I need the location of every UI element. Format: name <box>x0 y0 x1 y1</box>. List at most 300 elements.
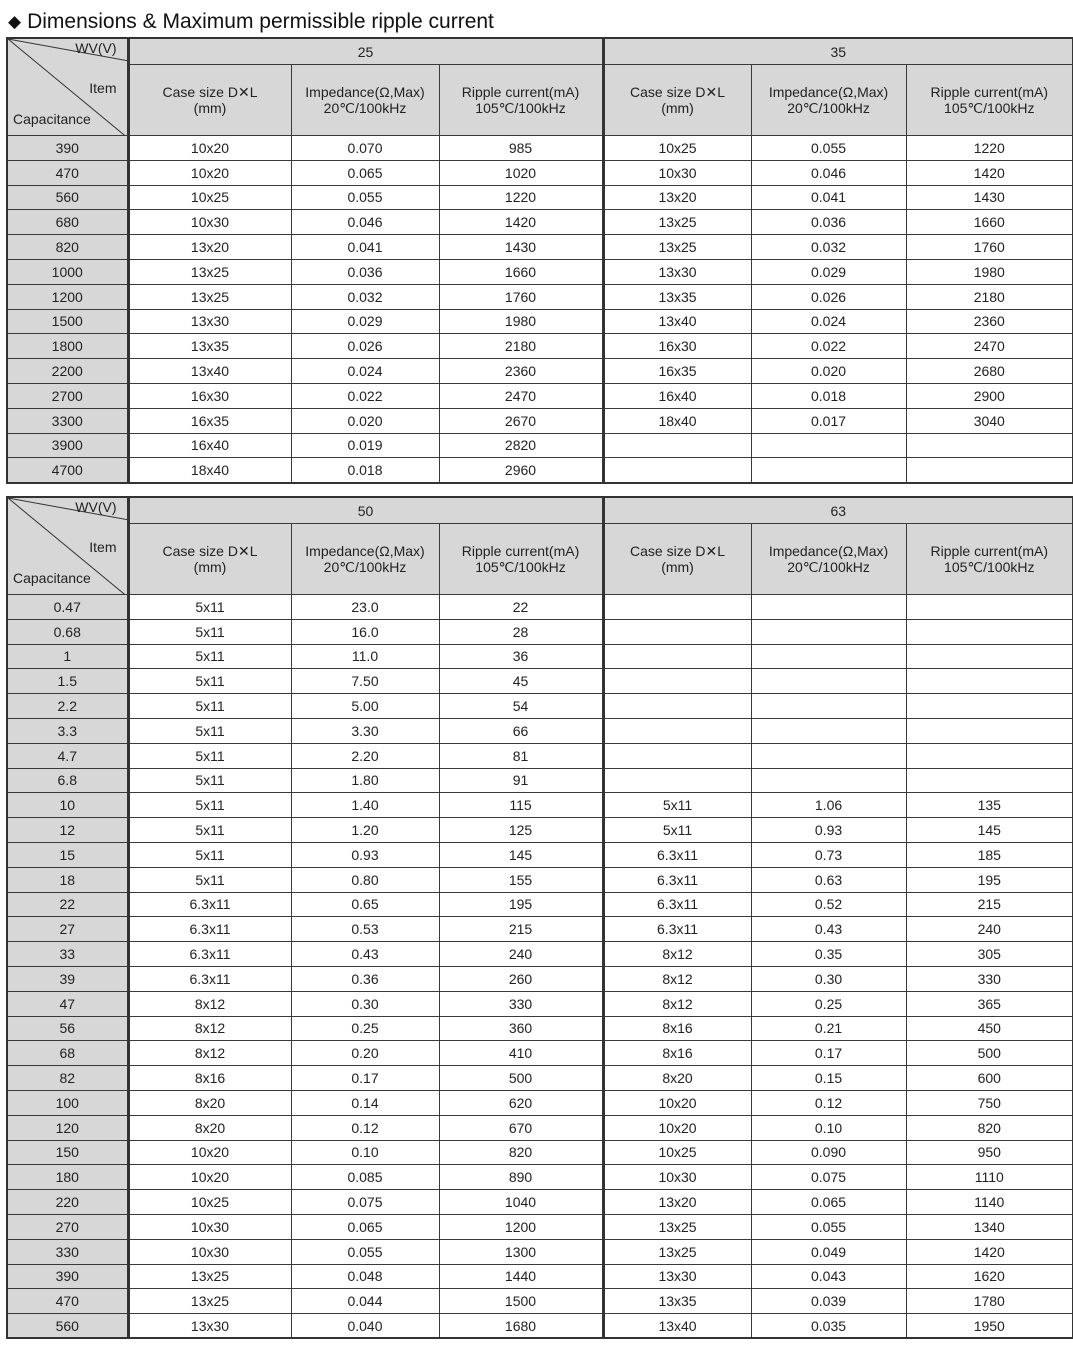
capacitance-cell: 470 <box>7 160 128 185</box>
impedance-cell: 0.039 <box>751 1289 906 1314</box>
capacitance-cell: 33 <box>7 942 128 967</box>
impedance-cell: 0.43 <box>291 942 439 967</box>
table-row <box>7 1239 1073 1264</box>
capacitance-cell: 18 <box>7 867 128 892</box>
impedance-cell: 0.65 <box>291 892 439 917</box>
table-row <box>7 1165 1073 1190</box>
impedance-cell: 0.055 <box>291 185 439 210</box>
capacitance-cell: 47 <box>7 991 128 1016</box>
ripple-cell <box>906 644 1073 669</box>
impedance-cell <box>751 694 906 719</box>
case-size-cell: 18x40 <box>603 408 751 433</box>
capacitance-cell: 2700 <box>7 383 128 408</box>
case-size-cell <box>603 669 751 694</box>
table-row <box>7 644 1073 669</box>
case-size-cell: 13x20 <box>603 185 751 210</box>
table-row <box>7 991 1073 1016</box>
capacitance-cell: 560 <box>7 185 128 210</box>
impedance-cell: 0.046 <box>291 210 439 235</box>
ripple-cell: 950 <box>906 1140 1073 1165</box>
impedance-cell: 0.055 <box>751 1214 906 1239</box>
ripple-cell: 2670 <box>439 408 603 433</box>
capacitance-cell: 2200 <box>7 359 128 384</box>
ripple-cell: 1200 <box>439 1214 603 1239</box>
table-row <box>7 458 1073 483</box>
capacitance-cell: 2.2 <box>7 694 128 719</box>
ripple-cell: 1980 <box>906 259 1073 284</box>
impedance-cell: 0.10 <box>751 1115 906 1140</box>
capacitance-cell: 1200 <box>7 284 128 309</box>
impedance-cell: 0.029 <box>751 259 906 284</box>
impedance-cell: 2.20 <box>291 743 439 768</box>
impedance-cell: 0.065 <box>751 1190 906 1215</box>
impedance-cell: 3.30 <box>291 718 439 743</box>
ripple-cell: 1660 <box>439 259 603 284</box>
ripple-cell: 985 <box>439 136 603 161</box>
ripple-cell: 750 <box>906 1090 1073 1115</box>
ripple-cell: 820 <box>906 1115 1073 1140</box>
case-size-cell: 6.3x11 <box>603 842 751 867</box>
diamond-icon: ◆ <box>8 12 22 31</box>
impedance-cell: 0.044 <box>291 1289 439 1314</box>
capacitance-label: Capacitance <box>13 111 91 127</box>
impedance-cell: 0.36 <box>291 966 439 991</box>
ripple-cell <box>906 433 1073 458</box>
ripple-cell: 1040 <box>439 1190 603 1215</box>
ripple-cell: 1760 <box>906 235 1073 260</box>
ripple-cell: 1500 <box>439 1289 603 1314</box>
case-size-cell: 16x40 <box>128 433 291 458</box>
table-row <box>7 1264 1073 1289</box>
capacitance-cell: 150 <box>7 1140 128 1165</box>
capacitance-cell: 680 <box>7 210 128 235</box>
case-size-cell: 16x30 <box>128 383 291 408</box>
impedance-cell: 0.018 <box>291 458 439 483</box>
case-size-cell: 6.3x11 <box>603 867 751 892</box>
impedance-cell: 0.055 <box>751 136 906 161</box>
table-row <box>7 867 1073 892</box>
impedance-cell: 0.041 <box>751 185 906 210</box>
impedance-cell: 0.022 <box>291 383 439 408</box>
ripple-cell: 45 <box>439 669 603 694</box>
ripple-cell <box>906 619 1073 644</box>
case-size-cell: 16x40 <box>603 383 751 408</box>
impedance-cell: 0.80 <box>291 867 439 892</box>
item-label: Item <box>89 539 117 555</box>
impedance-cell: 0.049 <box>751 1239 906 1264</box>
ripple-cell: 1340 <box>906 1214 1073 1239</box>
case-size-cell: 13x25 <box>128 1289 291 1314</box>
case-size-cell: 13x35 <box>603 284 751 309</box>
capacitance-cell: 12 <box>7 818 128 843</box>
case-size-cell: 16x35 <box>603 359 751 384</box>
impedance-cell: 0.075 <box>751 1165 906 1190</box>
capacitance-cell: 270 <box>7 1214 128 1239</box>
ripple-cell: 22 <box>439 595 603 620</box>
impedance-header: Impedance(Ω,Max) 20℃/100kHz <box>751 65 906 136</box>
case-size-cell: 8x12 <box>603 991 751 1016</box>
capacitance-cell: 0.68 <box>7 619 128 644</box>
table-row <box>7 917 1073 942</box>
case-size-cell: 6.3x11 <box>603 917 751 942</box>
capacitance-cell: 39 <box>7 966 128 991</box>
case-size-cell: 18x40 <box>128 458 291 483</box>
table-row <box>7 235 1073 260</box>
table-row <box>7 284 1073 309</box>
case-size-cell: 13x25 <box>603 235 751 260</box>
voltage-header: 25 <box>128 38 603 65</box>
impedance-cell: 0.21 <box>751 1016 906 1041</box>
table-row <box>7 1041 1073 1066</box>
ripple-cell: 1300 <box>439 1239 603 1264</box>
ripple-cell <box>906 743 1073 768</box>
impedance-cell: 0.026 <box>291 334 439 359</box>
ripple-cell: 215 <box>906 892 1073 917</box>
capacitance-cell: 820 <box>7 235 128 260</box>
case-size-cell: 5x11 <box>128 867 291 892</box>
case-size-cell: 10x25 <box>128 1190 291 1215</box>
case-size-header: Case size D✕L (mm) <box>603 65 751 136</box>
impedance-cell: 0.53 <box>291 917 439 942</box>
case-size-cell: 8x12 <box>128 1041 291 1066</box>
case-size-cell <box>603 644 751 669</box>
case-size-cell: 8x12 <box>603 942 751 967</box>
impedance-cell: 0.020 <box>751 359 906 384</box>
case-size-cell <box>603 458 751 483</box>
case-size-cell: 5x11 <box>128 619 291 644</box>
table-row <box>7 1115 1073 1140</box>
capacitance-cell: 470 <box>7 1289 128 1314</box>
ripple-cell: 1950 <box>906 1314 1073 1339</box>
table-row <box>7 1140 1073 1165</box>
capacitance-cell: 560 <box>7 1314 128 1339</box>
impedance-cell: 0.14 <box>291 1090 439 1115</box>
impedance-cell: 0.17 <box>751 1041 906 1066</box>
ripple-cell: 2820 <box>439 433 603 458</box>
case-size-cell: 13x25 <box>603 1239 751 1264</box>
table-row <box>7 1066 1073 1091</box>
capacitance-cell: 3900 <box>7 433 128 458</box>
case-size-cell: 10x25 <box>603 1140 751 1165</box>
case-size-cell: 5x11 <box>128 718 291 743</box>
voltage-header: 50 <box>128 497 603 524</box>
ripple-cell: 1220 <box>906 136 1073 161</box>
table-row <box>7 694 1073 719</box>
impedance-cell <box>751 768 906 793</box>
table-row <box>7 768 1073 793</box>
table-row <box>7 309 1073 334</box>
capacitance-cell: 82 <box>7 1066 128 1091</box>
impedance-cell: 0.036 <box>751 210 906 235</box>
table-row <box>7 359 1073 384</box>
case-size-cell: 6.3x11 <box>128 892 291 917</box>
case-size-cell: 5x11 <box>128 743 291 768</box>
ripple-cell: 305 <box>906 942 1073 967</box>
ripple-cell: 1020 <box>439 160 603 185</box>
ripple-cell: 115 <box>439 793 603 818</box>
impedance-cell: 0.30 <box>291 991 439 1016</box>
ripple-cell: 54 <box>439 694 603 719</box>
impedance-cell: 0.040 <box>291 1314 439 1339</box>
case-size-cell: 10x30 <box>128 210 291 235</box>
impedance-cell: 5.00 <box>291 694 439 719</box>
table-row <box>7 210 1073 235</box>
ripple-cell: 1430 <box>439 235 603 260</box>
ripple-cell: 240 <box>439 942 603 967</box>
case-size-cell: 13x25 <box>128 284 291 309</box>
case-size-cell: 5x11 <box>128 842 291 867</box>
ripple-cell: 28 <box>439 619 603 644</box>
impedance-cell: 0.085 <box>291 1165 439 1190</box>
impedance-cell: 0.055 <box>291 1239 439 1264</box>
ripple-cell: 890 <box>439 1165 603 1190</box>
case-size-cell: 8x16 <box>128 1066 291 1091</box>
ripple-cell: 450 <box>906 1016 1073 1041</box>
impedance-cell: 0.048 <box>291 1264 439 1289</box>
ripple-cell: 2960 <box>439 458 603 483</box>
impedance-cell: 0.018 <box>751 383 906 408</box>
impedance-cell: 0.20 <box>291 1041 439 1066</box>
item-label: Item <box>89 80 117 96</box>
case-size-cell <box>603 718 751 743</box>
ripple-cell: 2470 <box>439 383 603 408</box>
impedance-cell <box>751 458 906 483</box>
wv-label: WV(V) <box>75 499 117 515</box>
impedance-cell: 0.93 <box>751 818 906 843</box>
impedance-cell: 0.032 <box>751 235 906 260</box>
capacitance-cell: 120 <box>7 1115 128 1140</box>
case-size-cell: 13x20 <box>603 1190 751 1215</box>
capacitance-cell: 56 <box>7 1016 128 1041</box>
table-row <box>7 1090 1073 1115</box>
ripple-cell: 500 <box>439 1066 603 1091</box>
ripple-cell: 365 <box>906 991 1073 1016</box>
case-size-cell: 10x25 <box>128 185 291 210</box>
case-size-cell: 8x12 <box>128 1016 291 1041</box>
ripple-cell: 145 <box>439 842 603 867</box>
table-row <box>7 942 1073 967</box>
impedance-cell <box>751 718 906 743</box>
spec-table-1 <box>6 37 1073 484</box>
impedance-cell: 1.20 <box>291 818 439 843</box>
table-row <box>7 966 1073 991</box>
impedance-cell: 0.065 <box>291 1214 439 1239</box>
case-size-header: Case size D✕L (mm) <box>603 524 751 595</box>
case-size-cell: 10x20 <box>128 160 291 185</box>
impedance-cell: 0.020 <box>291 408 439 433</box>
table-row <box>7 1314 1073 1339</box>
case-size-cell: 10x30 <box>603 160 751 185</box>
ripple-header: Ripple current(mA) 105℃/100kHz <box>906 65 1073 136</box>
ripple-cell: 2900 <box>906 383 1073 408</box>
impedance-cell: 0.43 <box>751 917 906 942</box>
case-size-cell: 8x16 <box>603 1041 751 1066</box>
ripple-cell: 135 <box>906 793 1073 818</box>
impedance-cell: 23.0 <box>291 595 439 620</box>
table-row <box>7 1289 1073 1314</box>
case-size-cell: 5x11 <box>603 818 751 843</box>
capacitance-cell: 1 <box>7 644 128 669</box>
case-size-cell: 5x11 <box>128 595 291 620</box>
ripple-cell: 260 <box>439 966 603 991</box>
case-size-cell: 10x20 <box>128 136 291 161</box>
ripple-cell: 1980 <box>439 309 603 334</box>
table-row <box>7 619 1073 644</box>
impedance-cell: 0.30 <box>751 966 906 991</box>
impedance-cell: 0.090 <box>751 1140 906 1165</box>
ripple-cell: 360 <box>439 1016 603 1041</box>
impedance-cell: 0.035 <box>751 1314 906 1339</box>
ripple-cell: 2360 <box>906 309 1073 334</box>
impedance-cell: 0.029 <box>291 309 439 334</box>
case-size-cell: 10x20 <box>128 1140 291 1165</box>
case-size-cell <box>603 694 751 719</box>
case-size-cell: 13x30 <box>128 309 291 334</box>
impedance-cell: 0.043 <box>751 1264 906 1289</box>
case-size-cell: 5x11 <box>128 694 291 719</box>
impedance-cell: 1.06 <box>751 793 906 818</box>
case-size-header: Case size D✕L (mm) <box>128 524 291 595</box>
page-title <box>8 8 494 36</box>
table-row <box>7 743 1073 768</box>
capacitance-cell: 10 <box>7 793 128 818</box>
case-size-cell <box>603 433 751 458</box>
impedance-cell: 0.73 <box>751 842 906 867</box>
impedance-cell: 0.041 <box>291 235 439 260</box>
ripple-cell: 1680 <box>439 1314 603 1339</box>
ripple-cell: 1420 <box>906 1239 1073 1264</box>
ripple-header: Ripple current(mA) 105℃/100kHz <box>906 524 1073 595</box>
ripple-cell: 125 <box>439 818 603 843</box>
ripple-cell: 1140 <box>906 1190 1073 1215</box>
ripple-cell: 66 <box>439 718 603 743</box>
table-row <box>7 1214 1073 1239</box>
table-row <box>7 595 1073 620</box>
impedance-cell: 0.10 <box>291 1140 439 1165</box>
ripple-cell: 3040 <box>906 408 1073 433</box>
ripple-cell: 91 <box>439 768 603 793</box>
case-size-cell: 10x20 <box>603 1090 751 1115</box>
ripple-cell: 1760 <box>439 284 603 309</box>
capacitance-cell: 3.3 <box>7 718 128 743</box>
ripple-cell: 1430 <box>906 185 1073 210</box>
impedance-cell: 1.80 <box>291 768 439 793</box>
capacitance-cell: 0.47 <box>7 595 128 620</box>
case-size-cell: 8x12 <box>603 966 751 991</box>
impedance-cell: 16.0 <box>291 619 439 644</box>
title-text: Dimensions & Maximum permissible ripple current <box>27 10 494 33</box>
ripple-cell: 410 <box>439 1041 603 1066</box>
case-size-cell: 13x25 <box>603 1214 751 1239</box>
impedance-header: Impedance(Ω,Max) 20℃/100kHz <box>751 524 906 595</box>
impedance-cell: 0.026 <box>751 284 906 309</box>
impedance-cell: 1.40 <box>291 793 439 818</box>
case-size-cell <box>603 743 751 768</box>
impedance-cell: 0.022 <box>751 334 906 359</box>
ripple-cell: 81 <box>439 743 603 768</box>
table-row <box>7 718 1073 743</box>
impedance-cell: 0.065 <box>291 160 439 185</box>
ripple-cell: 330 <box>439 991 603 1016</box>
ripple-cell <box>906 694 1073 719</box>
case-size-cell: 16x35 <box>128 408 291 433</box>
case-size-cell: 5x11 <box>128 818 291 843</box>
case-size-cell: 13x20 <box>128 235 291 260</box>
case-size-cell: 8x16 <box>603 1016 751 1041</box>
capacitance-cell: 220 <box>7 1190 128 1215</box>
case-size-cell <box>603 768 751 793</box>
case-size-cell: 10x30 <box>603 1165 751 1190</box>
case-size-cell: 10x20 <box>128 1165 291 1190</box>
ripple-cell: 330 <box>906 966 1073 991</box>
case-size-cell: 10x30 <box>128 1214 291 1239</box>
impedance-cell: 0.046 <box>751 160 906 185</box>
capacitance-cell: 22 <box>7 892 128 917</box>
ripple-cell: 215 <box>439 917 603 942</box>
case-size-cell: 6.3x11 <box>603 892 751 917</box>
ripple-cell: 185 <box>906 842 1073 867</box>
case-size-cell: 6.3x11 <box>128 966 291 991</box>
impedance-cell: 0.032 <box>291 284 439 309</box>
capacitance-cell: 1500 <box>7 309 128 334</box>
ripple-cell <box>906 595 1073 620</box>
case-size-cell: 13x40 <box>128 359 291 384</box>
impedance-cell: 0.25 <box>291 1016 439 1041</box>
impedance-cell: 0.019 <box>291 433 439 458</box>
capacitance-cell: 27 <box>7 917 128 942</box>
ripple-cell: 1110 <box>906 1165 1073 1190</box>
case-size-cell: 10x20 <box>603 1115 751 1140</box>
table-row <box>7 334 1073 359</box>
ripple-cell: 240 <box>906 917 1073 942</box>
voltage-header: 35 <box>603 38 1073 65</box>
table-row <box>7 136 1073 161</box>
spec-table-2 <box>6 496 1073 1339</box>
table-row <box>7 793 1073 818</box>
impedance-cell <box>751 595 906 620</box>
capacitance-cell: 390 <box>7 1264 128 1289</box>
case-size-header: Case size D✕L (mm) <box>128 65 291 136</box>
ripple-cell: 620 <box>439 1090 603 1115</box>
case-size-cell: 8x12 <box>128 991 291 1016</box>
capacitance-cell: 15 <box>7 842 128 867</box>
ripple-cell: 195 <box>439 892 603 917</box>
impedance-cell: 0.63 <box>751 867 906 892</box>
case-size-cell: 13x35 <box>603 1289 751 1314</box>
ripple-cell <box>906 768 1073 793</box>
ripple-cell: 670 <box>439 1115 603 1140</box>
impedance-cell <box>751 743 906 768</box>
table-row <box>7 669 1073 694</box>
capacitance-cell: 1800 <box>7 334 128 359</box>
capacitance-cell: 180 <box>7 1165 128 1190</box>
capacitance-cell: 1000 <box>7 259 128 284</box>
ripple-cell: 1620 <box>906 1264 1073 1289</box>
case-size-cell: 6.3x11 <box>128 917 291 942</box>
impedance-cell: 0.15 <box>751 1066 906 1091</box>
capacitance-cell: 330 <box>7 1239 128 1264</box>
ripple-cell <box>906 458 1073 483</box>
impedance-cell: 0.93 <box>291 842 439 867</box>
case-size-cell: 5x11 <box>128 793 291 818</box>
impedance-cell <box>751 619 906 644</box>
case-size-cell: 13x35 <box>128 334 291 359</box>
ripple-cell: 1660 <box>906 210 1073 235</box>
impedance-cell: 0.024 <box>291 359 439 384</box>
case-size-cell <box>603 619 751 644</box>
table-row <box>7 383 1073 408</box>
case-size-cell: 10x25 <box>603 136 751 161</box>
